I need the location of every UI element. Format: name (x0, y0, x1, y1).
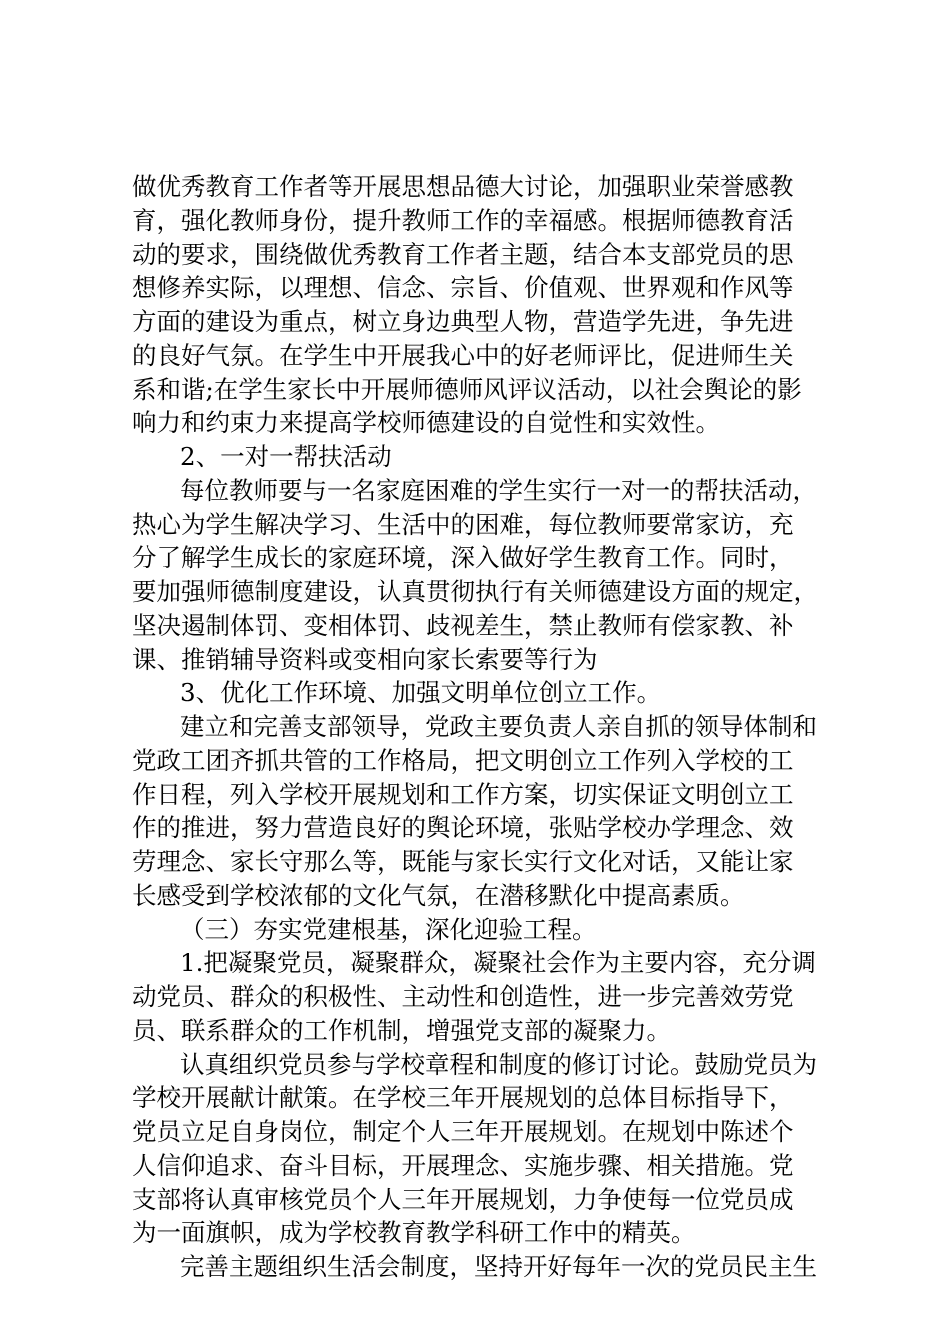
text-line: 响力和约束力来提高学校师德建设的自觉性和实效性。 (132, 408, 720, 438)
text-line: 为一面旗帜，成为学校教育教学科研工作中的精英。 (132, 1218, 696, 1248)
text-line: 长感受到学校浓郁的文化气氛，在潜移默化中提高素质。 (132, 880, 745, 910)
text-line: 做优秀教育工作者等开展思想品德大讨论，加强职业荣誉感教 (132, 172, 794, 201)
text-line: 动党员、群众的积极性、主动性和创造性，进一步完善效劳党 (132, 982, 794, 1011)
text-line: 2、一对一帮扶活动 (180, 442, 392, 471)
text-line: 党员立足自身岗位，制定个人三年开展规划。在规划中陈述个 (132, 1117, 794, 1146)
text-line: 方面的建设为重点，树立身边典型人物，营造学先进，争先进 (132, 307, 794, 336)
text-line: 坚决遏制体罚、变相体罚、歧视差生，禁止教师有偿家教、补 (132, 610, 794, 640)
text-line: 1.把凝聚党员，凝聚群众，凝聚社会作为主要内容，充分调 (180, 948, 816, 978)
text-line: 要加强师德制度建设，认真贯彻执行有关师德建设方面的规定， (132, 577, 818, 606)
text-line: 支部将认真审核党员个人三年开展规划，力争使每一位党员成 (132, 1184, 794, 1214)
text-line: 人信仰追求、奋斗目标，开展理念、实施步骤、相关措施。党 (132, 1150, 794, 1180)
text-line: 党政工团齐抓共管的工作格局，把文明创立工作列入学校的工 (132, 745, 794, 775)
text-line: 3、优化工作环境、加强文明单位创立工作。 (180, 678, 662, 708)
document-body (132, 170, 832, 1284)
text-line: （三）夯实党建根基，深化迎验工程。 (180, 914, 597, 944)
text-line: 每位教师要与一名家庭困难的学生实行一对一的帮扶活动， (180, 475, 817, 505)
text-line: 员、联系群众的工作机制，增强党支部的凝聚力。 (132, 1015, 671, 1045)
text-line: 系和谐;在学生家长中开展师德师风评议活动，以社会舆论的影 (132, 374, 802, 404)
text-line: 课、推销辅导资料或变相向家长索要等行为 (132, 644, 598, 674)
text-line: 学校开展献计献策。在学校三年开展规划的总体目标指导下， (132, 1083, 794, 1113)
text-line: 劳理念、家长守那么等，既能与家长实行文化对话，又能让家 (132, 847, 794, 876)
text-line: 分了解学生成长的家庭环境，深入做好学生教育工作。同时， (132, 543, 794, 573)
text-line: 的良好气氛。在学生中开展我心中的好老师评比，促进师生关 (132, 340, 794, 370)
text-line: 育，强化教师身份，提升教师工作的幸福感。根据师德教育活 (132, 205, 794, 235)
text-line: 作的推进，努力营造良好的舆论环境，张贴学校办学理念、效 (132, 813, 794, 843)
text-line: 建立和完善支部领导，党政主要负责人亲自抓的领导体制和 (180, 712, 817, 741)
text-line: 作日程，列入学校开展规划和工作方案，切实保证文明创立工 (132, 779, 794, 809)
text-line: 完善主题组织生活会制度，坚持开好每年一次的党员民主生 (180, 1252, 817, 1281)
text-line: 想修养实际，以理想、信念、宗旨、价值观、世界观和作风等 (132, 273, 794, 303)
text-line: 认真组织党员参与学校章程和制度的修订讨论。鼓励党员为 (180, 1049, 817, 1079)
text-line: 热心为学生解决学习、生活中的困难，每位教师要常家访，充 (132, 509, 794, 539)
text-line: 动的要求，围绕做优秀教育工作者主题，结合本支部党员的思 (132, 239, 794, 269)
